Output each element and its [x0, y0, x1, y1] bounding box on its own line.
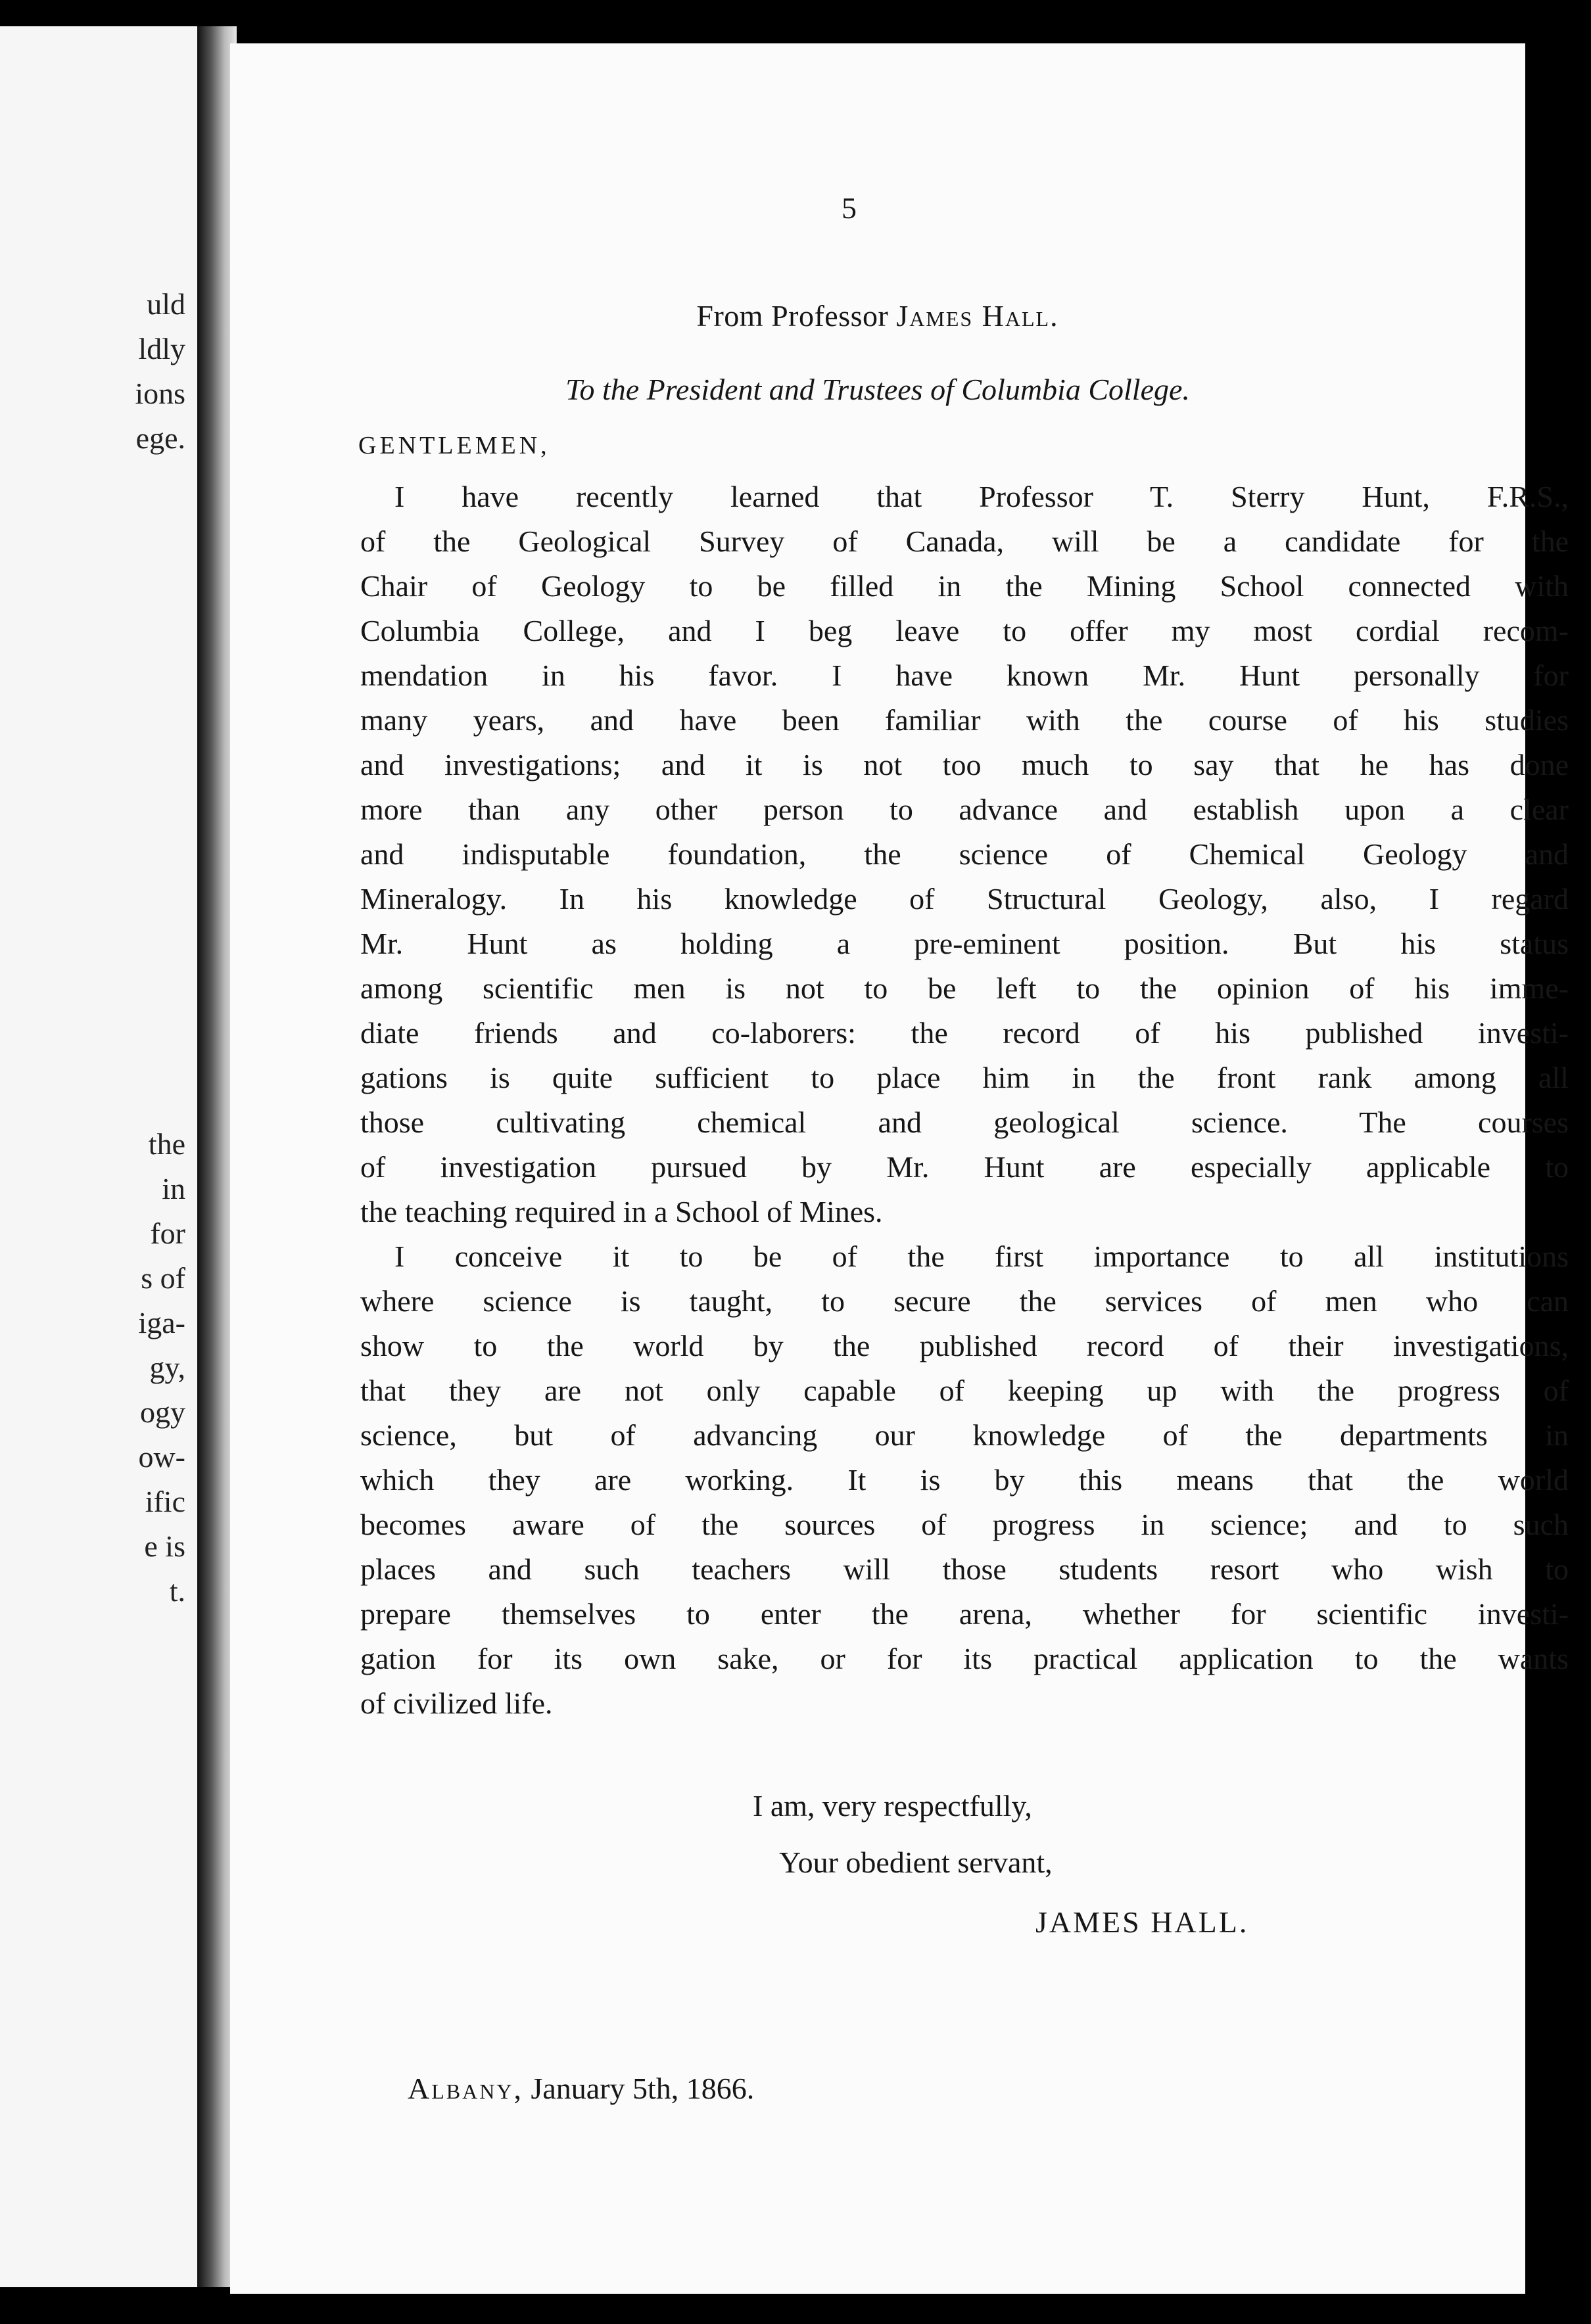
facing-page-text: ions — [135, 377, 185, 410]
facing-page-text: t. — [169, 1574, 185, 1608]
facing-page-text: ldly — [138, 332, 185, 365]
facing-page-text: ow- — [138, 1440, 185, 1474]
heading-prefix: From Professor — [696, 299, 897, 333]
letter-heading — [230, 298, 1525, 333]
body-line: places and such teachers will those students resort who wish to — [360, 1552, 1569, 1586]
body-line: the teaching required in a School of Mines. — [360, 1195, 883, 1228]
body-line: which they are working. It is by this means that the world — [360, 1463, 1569, 1497]
body-line: and investigations; and it is not too much to say that he has done — [360, 748, 1569, 781]
facing-page-text: ogy — [140, 1395, 185, 1429]
facing-page-text: gy, — [149, 1351, 185, 1384]
heading-author: James Hall. — [896, 299, 1059, 333]
body-line: that they are not only capable of keeping up with the progress of — [360, 1374, 1569, 1407]
facing-page-text: uld — [147, 287, 185, 321]
body-line: among scientific men is not to be left to the opinion of his imme- — [360, 971, 1569, 1005]
body-line: I conceive it to be of the first importance to all institutions — [394, 1240, 1569, 1273]
facing-page-text: for — [150, 1217, 185, 1250]
body-line: becomes aware of the sources of progress in science; and to such — [360, 1508, 1569, 1541]
facing-page-text: in — [162, 1172, 185, 1205]
salutation: GENTLEMEN, — [358, 432, 550, 459]
letter-address: To the President and Trustees of Columbia College. — [565, 373, 1190, 406]
closing-respectfully: I am, very respectfully, — [753, 1789, 1032, 1823]
body-line: show to the world by the published record of their investigations, — [360, 1329, 1569, 1362]
facing-page-text: ific — [145, 1485, 185, 1518]
body-line: mendation in his favor. I have known Mr. Hunt personally for — [360, 659, 1569, 692]
body-line: Mineralogy. In his knowledge of Structural Geology, also, I regard — [360, 882, 1569, 916]
body-line: more than any other person to advance and establish upon a clear — [360, 793, 1569, 826]
body-line: Mr. Hunt as holding a pre-eminent position. But his status — [360, 927, 1569, 960]
body-line: of investigation pursued by Mr. Hunt are especially applicable to — [360, 1150, 1569, 1184]
facing-page-text: e is — [144, 1529, 185, 1563]
document-page — [230, 43, 1569, 2294]
place: Albany, — [408, 2072, 523, 2105]
page-number: 5 — [842, 191, 857, 225]
signature: JAMES HALL. — [1035, 1905, 1249, 1939]
facing-page-text: the — [148, 1127, 185, 1161]
body-line: of civilized life. — [360, 1686, 553, 1720]
body-line: many years, and have been familiar with the course of his studies — [360, 703, 1569, 737]
body-line: Columbia College, and I beg leave to offer my most cordial recom- — [360, 614, 1569, 647]
body-line: of the Geological Survey of Canada, will be a candidate for the — [360, 524, 1569, 558]
body-line: I have recently learned that Professor T. Sterry Hunt, F.R.S., — [394, 480, 1569, 513]
body-line: where science is taught, to secure the services of men who can — [360, 1284, 1569, 1318]
body-line: those cultivating chemical and geological science. The courses — [360, 1105, 1569, 1139]
body-line: gation for its own sake, or for its practical application to the wants — [360, 1642, 1569, 1675]
date: January 5th, 1866. — [523, 2072, 755, 2105]
facing-page-fragment — [0, 26, 197, 2287]
body-line: diate friends and co-laborers: the record of his published investi- — [360, 1016, 1569, 1050]
facing-page-text: s of — [141, 1261, 185, 1295]
body-line: prepare themselves to enter the arena, whether for scientific investi- — [360, 1597, 1569, 1631]
letter-body — [360, 475, 1569, 1726]
closing-servant: Your obedient servant, — [779, 1846, 1053, 1879]
body-line: and indisputable foundation, the science of Chemical Geology and — [360, 837, 1569, 871]
facing-page-text: ege. — [135, 421, 185, 455]
body-line: gations is quite sufficient to place him in the front rank among all — [360, 1061, 1569, 1094]
body-line: science, but of advancing our knowledge of the departments in — [360, 1418, 1569, 1452]
facing-page-text: iga- — [138, 1306, 185, 1339]
place-date — [408, 2071, 754, 2106]
body-line: Chair of Geology to be filled in the Mining School connected with — [360, 569, 1569, 603]
